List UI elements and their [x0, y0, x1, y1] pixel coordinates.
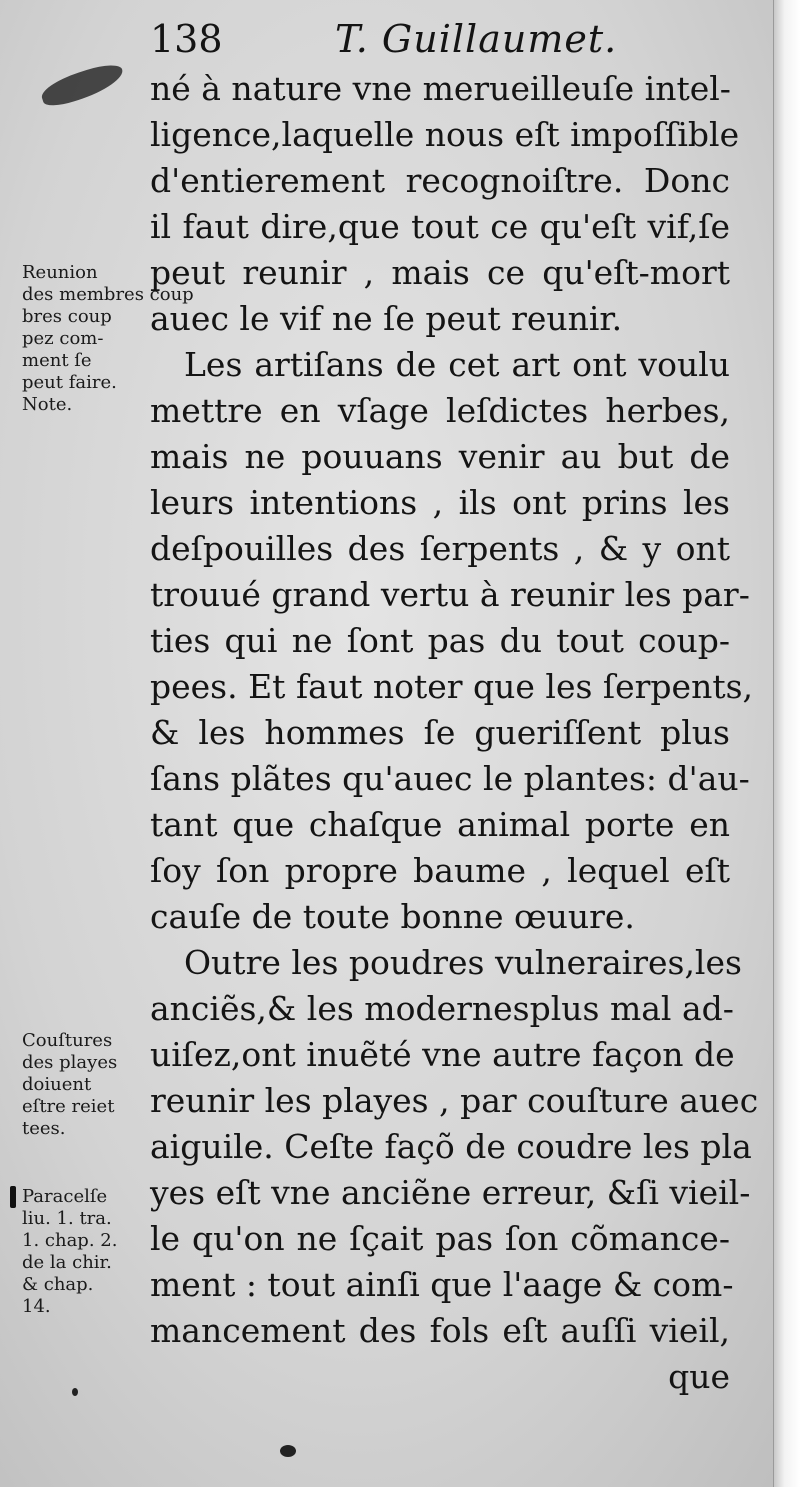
text-line: mais ne pouuans venir au but de: [150, 437, 730, 476]
margin-note-coustures: [22, 1030, 150, 1140]
text-line: auec le vif ne ſe peut reunir.: [150, 299, 623, 338]
margin-line: des playes: [22, 1052, 118, 1073]
margin-line: liu. 1. tra.: [22, 1208, 112, 1229]
margin-line: bres coup: [22, 306, 112, 327]
running-title: T. Guillaumet.: [335, 17, 618, 61]
margin-mark: [10, 1186, 16, 1208]
text-line: ties qui ne ſont pas du tout coup-: [150, 621, 730, 660]
margin-line: des membres coup: [22, 284, 194, 305]
text-line: tant que chaſque animal porte en: [150, 805, 730, 844]
text-line: ligence,laquelle nous eſt impoſſible: [150, 115, 740, 154]
margin-line: Paracelſe: [22, 1186, 108, 1207]
margin-line: tees.: [22, 1118, 66, 1139]
text-line: uiſez,ont inuẽté vne autre façon de: [150, 1035, 735, 1074]
page-edge: [773, 0, 800, 1487]
text-line: peut reunir , mais ce qu'eſt-mort: [150, 253, 730, 292]
text-line: le qu'on ne ſçait pas ſon cõmance-: [150, 1219, 730, 1258]
text-line: ſoy ſon propre baume , lequel eſt: [150, 851, 730, 890]
text-line: aiguile. Ceſte façõ de coudre les pla: [150, 1127, 752, 1166]
margin-line: Couſtures: [22, 1030, 113, 1051]
margin-line: eſtre reiet: [22, 1096, 115, 1117]
text-line: Outre les poudres vulneraires,les: [184, 943, 742, 982]
margin-line: peut faire.: [22, 372, 117, 393]
text-line: ſans plãtes qu'auec le plantes: d'au-: [150, 759, 750, 798]
page-header: [150, 14, 730, 64]
margin-line: ment ſe: [22, 350, 92, 371]
margin-line: Reunion: [22, 262, 98, 283]
text-line: Les artiſans de cet art ont voulu: [184, 345, 730, 384]
margin-note-paracelse: [22, 1186, 150, 1318]
text-line: né à nature vne merueilleuſe intel-: [150, 69, 731, 108]
margin-line: de la chir.: [22, 1252, 112, 1273]
ink-spot: [280, 1445, 296, 1457]
text-line: mettre en vſage leſdictes herbes,: [150, 391, 730, 430]
text-line: d'entierement recognoiſtre. Donc: [150, 161, 730, 200]
ink-blot: [38, 60, 127, 111]
text-line: ment : tout ainſi que l'aage & com-: [150, 1265, 734, 1304]
text-line: reunir les playes , par couſture auec: [150, 1081, 759, 1120]
text-line: il faut dire,que tout ce qu'eſt vif,ſe: [150, 207, 730, 246]
margin-line: Note.: [22, 394, 73, 415]
text-line: cauſe de toute bonne œuure.: [150, 897, 635, 936]
text-line: pees. Et faut noter que les ſerpents,: [150, 667, 754, 706]
catchword: que: [668, 1357, 730, 1396]
text-line: yes eſt vne anciẽne erreur, &ſi vieil-: [150, 1173, 751, 1212]
margin-line: & chap.: [22, 1274, 94, 1295]
text-line: anciẽs,& les modernesplus mal ad-: [150, 989, 734, 1028]
margin-line: 14.: [22, 1296, 51, 1317]
text-line: & les hommes ſe gueriſſent plus: [150, 713, 730, 752]
margin-line: 1. chap. 2.: [22, 1230, 118, 1251]
text-line: deſpouilles des ſerpents , & y ont: [150, 529, 730, 568]
margin-line: doiuent: [22, 1074, 92, 1095]
margin-line: pez com-: [22, 328, 104, 349]
page-number: 138: [150, 17, 223, 61]
text-line: mancement des fols eſt auſſi vieil,: [150, 1311, 730, 1350]
margin-note-reunion: [22, 262, 194, 416]
text-line: leurs intentions , ils ont prins les: [150, 483, 730, 522]
text-line: trouué grand vertu à reunir les par-: [150, 575, 750, 614]
ink-spot: [72, 1388, 78, 1396]
